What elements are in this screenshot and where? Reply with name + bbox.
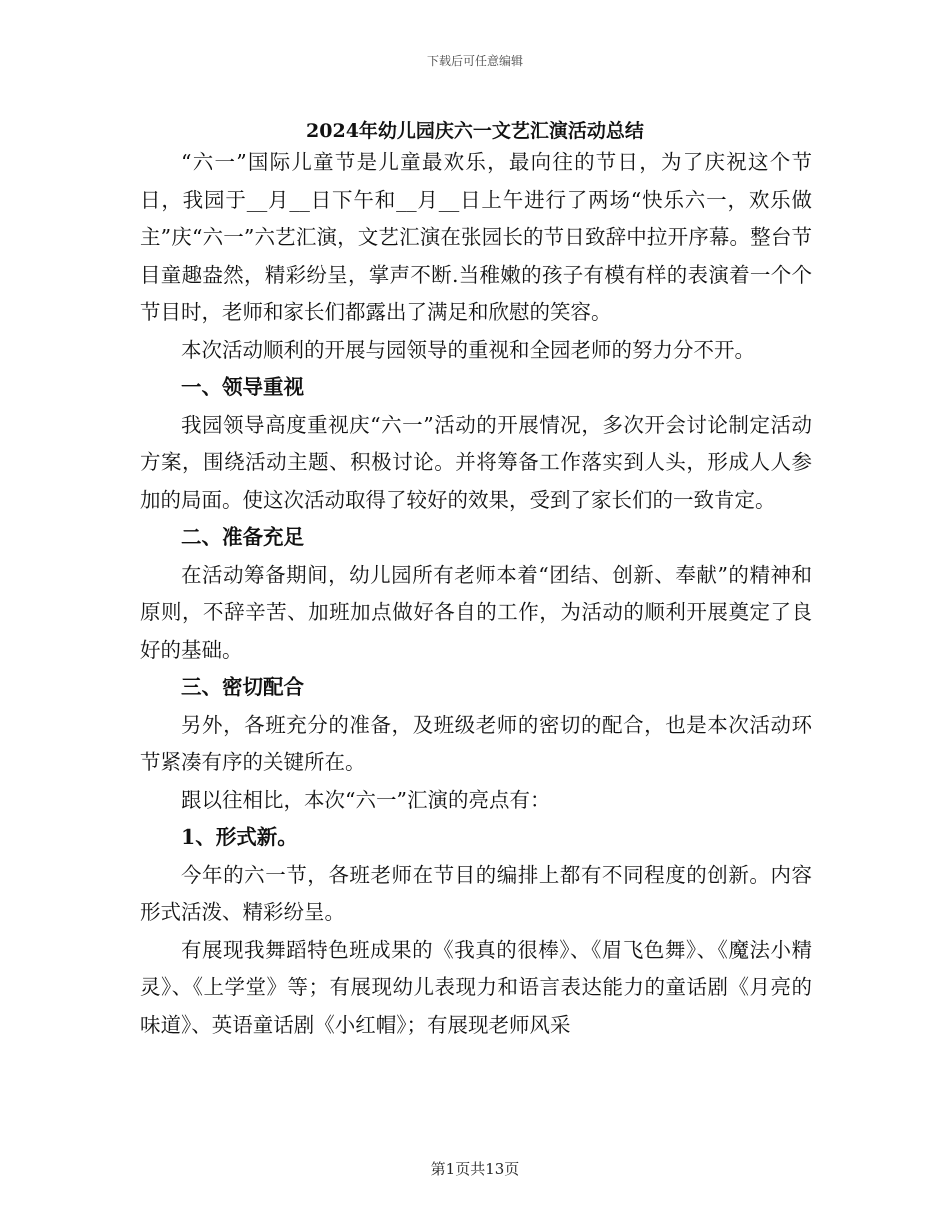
paragraph: 另外，各班充分的准备，及班级老师的密切的配合，也是本次活动环节紧凑有序的关键所在。 xyxy=(140,712,812,774)
document-body xyxy=(140,144,812,1044)
paragraph: 本次活动顺利的开展与园领导的重视和全园老师的努力分不开。 xyxy=(181,337,755,362)
header-note: 下载后可任意编辑 xyxy=(426,54,523,68)
section-heading: 一、领导重视 xyxy=(181,375,304,399)
document-title: 2024年幼儿园庆六一文艺汇演活动总结 xyxy=(306,120,644,142)
paragraph: 跟以往相比，本次“六一”汇演的亮点有： xyxy=(181,787,551,812)
paragraph: 有展现我舞蹈特色班成果的《我真的很棒》、《眉飞色舞》、《魔法小精灵》、《上学堂》等；有展现幼儿表现力和语言表达能力的童话剧《月亮的味道》、英语童话剧《小红帽》；有展现老师风采 xyxy=(140,937,812,1037)
paragraph: 我园领导高度重视庆“六一”活动的开展情况，多次开会讨论制定活动方案，围绕活动主题、积极讨论。并将筹备工作落实到人头，形成人人参加的局面。使这次活动取得了较好的效果，受到了家长们的一致肯定。 xyxy=(140,412,812,512)
subsection-heading: 1、形式新。 xyxy=(181,825,298,849)
page-footer: 第1页共13页 xyxy=(430,1160,520,1178)
paragraph: 在活动筹备期间，幼儿园所有老师本着“团结、创新、奉献”的精神和原则，不辞辛苦、加班加点做好各自的工作，为活动的顺利开展奠定了良好的基础。 xyxy=(140,562,812,662)
paragraph: “六一”国际儿童节是儿童最欢乐，最向往的节日，为了庆祝这个节日，我园于__月__日下午和__月__日上午进行了两场“快乐六一，欢乐做主”庆“六一”六艺汇演，文艺汇演在张园长的节日致辞中拉开序幕。整台节目童趣盎然，精彩纷呈，掌声不断.当稚嫩的孩子有模有样的表演着一个个节目时，老师和家长们都露出了满足和欣慰的笑容。 xyxy=(140,150,812,324)
section-heading: 二、准备充足 xyxy=(181,525,304,549)
section-heading: 三、密切配合 xyxy=(181,675,304,699)
paragraph: 今年的六一节，各班老师在节目的编排上都有不同程度的创新。内容形式活泼、精彩纷呈。 xyxy=(140,862,812,924)
